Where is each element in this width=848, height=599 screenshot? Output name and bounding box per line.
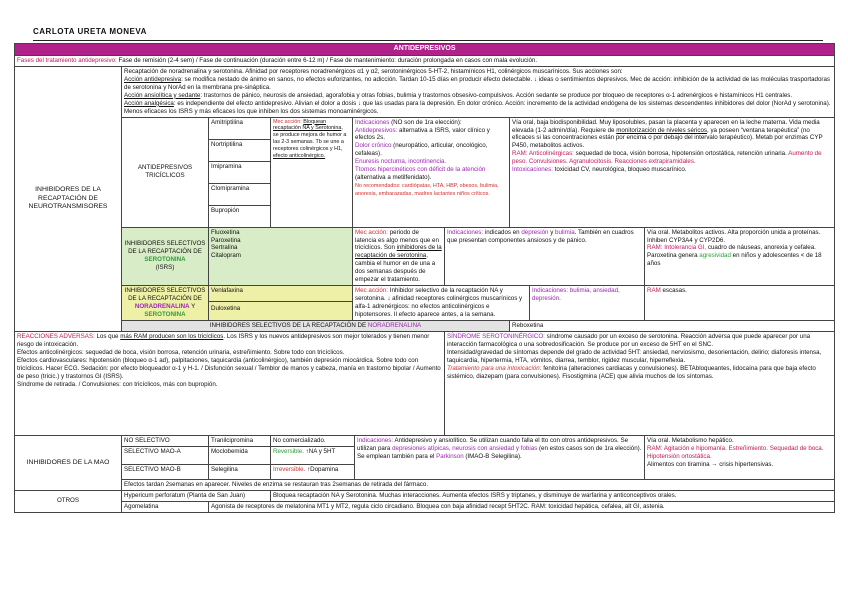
isrs-name2: SEROTONINA	[144, 256, 186, 264]
serot-title: SÍNDROME SEROTONINÉRGICO:	[447, 332, 545, 340]
irsn-name	[122, 286, 209, 321]
imao-ind4: Parkinson	[436, 452, 464, 460]
otros-drug-2: Agomelatina	[122, 501, 209, 512]
tca-ind3: Enuresis nocturna, incontinencia.	[355, 158, 447, 166]
tca-name: ANTIDEPRESIVOS TRICÍCLICOS	[122, 117, 209, 227]
isrs-ram1: Intolerancia GI,	[662, 244, 707, 252]
tca-indications	[353, 117, 510, 227]
tca-ram-label: RAM:	[512, 150, 528, 158]
drug-paroxetina: Paroxetina	[211, 236, 241, 244]
imao-note1-2: Irreversible.	[273, 465, 306, 473]
isrs-ram2: cuadro de náuseas, anorexia y cefalea. Paroxetina genera	[647, 244, 816, 260]
imao-ind2: depresiones atípicas, neurosis con ansiedad y fobias	[392, 444, 538, 452]
imao-pk-text: Vía oral. Metabolismo hepático.	[647, 436, 734, 444]
drug-bupropion: Bupropión	[211, 206, 240, 214]
imao-note2-2: ↑Dopamina	[305, 465, 339, 473]
author-name: CARLOTA URETA MONEVA	[33, 27, 147, 36]
tca-pk2: , ya poseen “ventana terapéutica” (no eficaces si las concentraciones están por encima o por debajo del intervalo terapéutico). Metab por enzimas CYP P450, metabolitos activos.	[512, 126, 823, 150]
adverse-p3: Efectos cardiovasculares: hipotensión (bloqueo α-1 ad), palpitaciones, taquicardia (anticolinérgico), también depresión miocárdica. Sobre todo con tricíclicos. Hacer ECG. Sedación: por efecto bloqueador α-1 y H-1. / Disfunción sexual / Temblor de manos y cabeza, manía en trastorno bipolar / Aumento de peso (tricic.) y trastornos GI (ISRS).	[17, 356, 441, 380]
adverse-t3: . Los ISRS y los nuevos antidepresivos son mejor tolerados y tienen menor riesgo de intoxicación.	[17, 332, 430, 348]
tca-ind-label: Indicaciones	[355, 118, 390, 126]
tca-ind1-text: alternativa a ISRS, valor clínico y efectos 2s.	[355, 126, 490, 142]
drug-clomipramina: Clomipramina	[209, 184, 270, 206]
serotonin-syndrome	[445, 331, 835, 435]
header-rule	[33, 40, 823, 41]
reuptake-intro	[122, 66, 835, 117]
tca-ind4-label: Ttornos hipercinéticos con déficit de la atención	[355, 166, 486, 174]
isrs-drugs	[209, 227, 353, 286]
tca-ind1-label: Antidepresivos:	[355, 126, 398, 134]
imao-note2-1: ↑NA y 5HT	[303, 447, 336, 455]
isrs-ram4: en niños y adolescentes < de 18 años	[647, 252, 822, 268]
drug-sertralina: Sertralina	[211, 244, 238, 252]
imao-drug-0: Tranilcipromina	[209, 435, 271, 446]
tca-ind2-text: (neuropático, articular, oncológico, cefaleas).	[355, 142, 488, 158]
isrs-ram-label: RAM:	[647, 244, 663, 252]
isrs-pk-text: Vía oral. Metabolitos activos. Alta proporción unida a proteínas. Inhiben CYP3A4 y CYP2D6.	[647, 228, 821, 244]
action-analgesic-label: Acción analgésica	[124, 99, 174, 107]
imao-ind1: Antidepresivo y ansiolítico. Se utilizan cuando falla el tto con otros antidepresivos. Se utilizan para	[357, 436, 629, 452]
irsn-ind2: ansiedad, depresión.	[532, 287, 620, 303]
serot-t1: síndrome causado por un exceso de serotonina. Reacción adversa que puede aparecer por una interacción farmacológica o una sobredosificación. Se produce por un exceso de 5HT en el SNC.	[447, 332, 811, 348]
adverse-t2: más RAM producen son los tricíclicos	[120, 332, 224, 340]
imao-ind-label: Indicaciones:	[357, 436, 394, 444]
serot-p3b: fenitoína (alteraciones cardiacas y convulsiones). BETAbloqueantes, lidocaína para que baja efecto sistémico, diazepam (para convulsiones). Fisostigmina (ACE) que alivia muchos de los síntomas.	[447, 364, 816, 380]
irsn-ram-label: RAM	[647, 287, 661, 295]
tca-contraindications: No recomendados: cardiópatas, HTA, HBP, obesos, bulimia, anorexia, embarazadas, madres lactantes niños críticos.	[355, 183, 499, 198]
tca-ind-note: (NO son de 1ra elección):	[389, 118, 462, 126]
tca-mec-text3: efecto anticolinérgico.	[273, 153, 326, 160]
tca-pk-underline: monitorización de niveles séricos	[616, 126, 708, 134]
irsn-mec-text: Inhibidor selectivo de la recaptación NA y serotonina. ↓ afinidad receptores colinérgicos muscarínicos y alfa-1 adrenérgicos: no efectos anticolinérgicos e hipotensores. Il efecto aparece antes, a la semana.	[355, 287, 523, 318]
adverse-t1: Los que	[94, 332, 121, 340]
action-antidepressant-label: Acción antidepresiva	[124, 75, 182, 83]
irsn-ind-label: Indicaciones:	[532, 287, 569, 295]
isrs-ind2: depresión	[521, 228, 549, 236]
drug-reboxetina: Reboxetina	[510, 320, 835, 331]
irsn-mec-label: Mec acción:	[355, 287, 389, 295]
irsn-name1: INHIBIDORES SELECTIVOS DE LA RECAPTACIÓN DE	[124, 287, 206, 303]
adverse-reactions	[15, 331, 445, 435]
drug-imipramina: Imipramina	[209, 162, 270, 184]
imao-note-2	[271, 464, 355, 479]
tca-ram1: Anticolinérgicas:	[527, 150, 574, 158]
adverse-p2: Efectos anticolinérgicos: sequedad de boca, visión borrosa, retención urinaria, estreñimiento. Sobre todo con tricíclicos.	[17, 348, 345, 356]
tca-pk1: Vía oral, baja biodisponibilidad. Muy liposolubles, pasan la placenta y aparecen en la leche materna. Vida media elevada (1-2 admin/día). Requiere de	[512, 118, 820, 134]
imao-type-2: SELECTIVO MAO-B	[122, 464, 209, 479]
isrs-pk	[645, 227, 835, 286]
adverse-title: REACCIONES ADVERSAS:	[17, 332, 95, 340]
drug-citalopram: Citalopram	[211, 252, 241, 260]
summary-table	[14, 43, 835, 513]
drug-fluoxetina: Fluoxetina	[211, 228, 240, 236]
action-analgesic-text: : es independiente del efecto antidepresivo. Alivian el dolor a dosis ↓ que las usadas para la depresión. En dolor crónico. Acción: incremento de la actividad endógena de los sistemas descendentes inhibidores del dolor (NorAd y serotonina). Menos eficaces los ISRS y más eficaces los que inhiben los dos sistemas monoaminérgicos.	[124, 99, 831, 115]
imao-ram-label: RAM:	[647, 444, 663, 452]
drug-duloxetina: Duloxetina	[211, 305, 241, 313]
tca-pharmacokinetics	[510, 117, 835, 227]
isrs-ind5: . También en cuadros que presentan componentes ansiosos y de pánico.	[447, 228, 634, 244]
tca-mec-text1: Bloquean recaptación NA y Serotonina	[273, 118, 342, 132]
irna-name1: INHIBIDORES SELECTIVOS DE LA RECAPTACIÓN DE	[209, 321, 368, 329]
phases-label: Fases del tratamiento antidepresivo:	[17, 56, 117, 64]
isrs-mec-label: Mec acción:	[355, 228, 389, 236]
group-otros: OTROS	[15, 490, 122, 512]
imao-drug-2: Selegilina	[209, 464, 271, 479]
imao-note1-1: Reversible.	[273, 447, 304, 455]
irsn-indications	[530, 286, 645, 321]
irsn-name3: Y	[189, 303, 196, 311]
serot-p3a: Tratamiento para una intoxicación:	[447, 364, 542, 372]
irsn-drugs	[209, 286, 353, 321]
isrs-ind1: indicados en	[483, 228, 522, 236]
imao-food: Alimentos con tiramina → crisis hipertensivas.	[647, 460, 774, 468]
isrs-indications	[445, 227, 645, 286]
imao-effects: Efectos tardan 2semanas en aparecer. Niveles de enzima se restauran tras 2semanas de retirada del fármaco.	[122, 479, 835, 490]
phases-row	[15, 55, 835, 66]
tca-intox-text: toxicidad CV, neurológica, bloqueo muscarínico.	[552, 166, 687, 174]
tca-mec-label: Mec acción:	[273, 118, 302, 125]
irsn-ind1: bulimia,	[568, 287, 592, 295]
irna-name2: NORADRENALINA	[367, 321, 422, 329]
reuptake-intro-text: Recaptación de noradrenalina y serotonina. Afinidad por receptores noradrenérgicos α1 y α2, serotoninérgicos 5-HT-2, histamínicos H1, colinérgicos muscarínicos. Sus acciones son:	[124, 67, 623, 75]
page-title: ANTIDEPRESIVOS	[15, 44, 835, 56]
tca-ram3: Aumento de peso. Convulsiones. Agranulocitosis. Reacciones extrapiramidales.	[512, 150, 822, 166]
imao-ind3: (en estos casos son de 1ra elección). Se emplean también para el	[357, 444, 642, 460]
imao-indications	[355, 435, 645, 479]
isrs-mec1: periodo de latencia es algo menos que en tricíclicos. Son	[355, 228, 439, 252]
isrs-mechanism	[353, 227, 445, 286]
otros-text-2: Agonista de receptores de melatonina MT1 y MT2, regula ciclo circadiano. Bloquea con baja afinidad recept 5HT2C. RAM: toxicidad hepática, cefalea, alt GI, astenia.	[209, 501, 835, 512]
tca-intox-label: Intoxicaciones:	[512, 166, 553, 174]
imao-pk	[645, 435, 835, 479]
tca-ind4-text: (alternativa a metilfenidato).	[355, 174, 432, 182]
phases-text: Fase de remisión (2-4 sem) / Fase de continuación (duración entre 6-12 m) / Fase de mantenimiento: duración prolongada en casos con mala evolución.	[118, 56, 538, 64]
irsn-name2: NORADRENALINA	[134, 303, 190, 311]
summary-table-wrap	[14, 43, 834, 513]
otros-drug-1: Hypericum perforatum (Planta de San Juan)	[122, 490, 271, 501]
adverse-p4: Síndrome de retirada. / Convulsiones: con tricíclicos, más con bupropión.	[17, 380, 218, 388]
drug-amitriptilina: Amitriptilina	[209, 118, 270, 140]
isrs-ind4: bulimia	[555, 228, 575, 236]
imao-ram1: Agitación e hipomanía. Estreñimiento. Sequedad de boca. Hipotensión ortostática.	[647, 444, 824, 460]
imao-note-0: No comercializado.	[271, 435, 355, 446]
irsn-ram	[645, 286, 835, 321]
tca-drugs	[209, 117, 271, 227]
tca-ram2: sequedad de boca, visión borrosa, hipotensión ortostática, retención urinaria.	[573, 150, 789, 158]
irsn-name4: SEROTONINA	[144, 310, 186, 318]
imao-type-0: NO SELECTIVO	[122, 435, 209, 446]
serot-p2: Intensidad/gravedad de síntomas depende del grado de actividad 5HT: ansiedad, nerviosismo, desorientación, delirio; diaforesis intensa, taquicardia, hipertermia, HTA, vómitos, diarrea, temblor, rigidez muscular, hiperreflexia.	[447, 348, 822, 364]
imao-drug-1: Moclobemida	[209, 446, 271, 464]
isrs-name1: INHIBIDORES SELECTIVOS DE LA RECAPTACIÓN DE	[124, 240, 206, 256]
action-anxiolytic-text: : trastornos de pánico, neurosis de ansiedad, agorafobia y otras fobias, bulimia y trastornos obsesivo-compulsivos. Acción sedante se produce por bloqueo de receptores α-1 adrenérgicos e histamínicos H1 centrales.	[200, 91, 793, 99]
isrs-mec3: , cambia el humor en de una a dos semanas después de empezar el tratamiento.	[355, 252, 436, 284]
action-anxiolytic-label: Acción ansiolítica y sedante	[124, 91, 201, 99]
tca-mechanism	[271, 117, 353, 227]
isrs-ram3: agresividad	[699, 252, 731, 260]
tca-mec-text2: , se produce mejora de humor a las 2-3 semanas. Tb se une a receptores colinérgicos y H1,	[273, 125, 347, 153]
irsn-mechanism	[353, 286, 530, 321]
isrs-name	[122, 227, 209, 286]
isrs-name3: (ISRS)	[155, 264, 175, 272]
otros-text-1: Bloquea recaptación NA y Serotonina. Muchas interacciones. Aumenta efectos ISRS y triptanes, y disminuye de warfarina y anticonceptivos orales.	[271, 490, 835, 501]
irsn-ram-text: escasas.	[660, 287, 687, 295]
action-antidepressant-text: : se modifica nestado de ánimo en sanos, no efectos euforizantes, no adicción. Tardan 10-15 días en producir efecto detectable. ↓ ideas o sentimientos depresivos. Mec de acción: inhibición de la actividad de las moléculas trasportadoras de serotonina y NorAd en la membrana pre-sináptica.	[124, 75, 831, 91]
tca-ind2-label: Dolor crónico	[355, 142, 392, 150]
imao-type-1: SELECTIVO MAO-A	[122, 446, 209, 464]
isrs-mec2: inhibidores de la recaptación de serotonina	[355, 244, 442, 260]
drug-venlafaxina: Venlafaxina	[209, 286, 352, 302]
group-reuptake: INHIBIDORES DE LA RECAPTACIÓN DE NEUROTRANSMISORES	[15, 66, 122, 331]
isrs-ind-label: Indicaciones:	[447, 228, 484, 236]
imao-note-1	[271, 446, 355, 464]
drug-nortriptilina: Nortriptilina	[209, 140, 270, 162]
irna-name	[122, 320, 510, 331]
group-imao: INHIBIDORES DE LA MAO	[15, 435, 122, 490]
isrs-ind3: y	[548, 228, 556, 236]
imao-ind5: (IMAO-B Selegilina).	[463, 452, 522, 460]
